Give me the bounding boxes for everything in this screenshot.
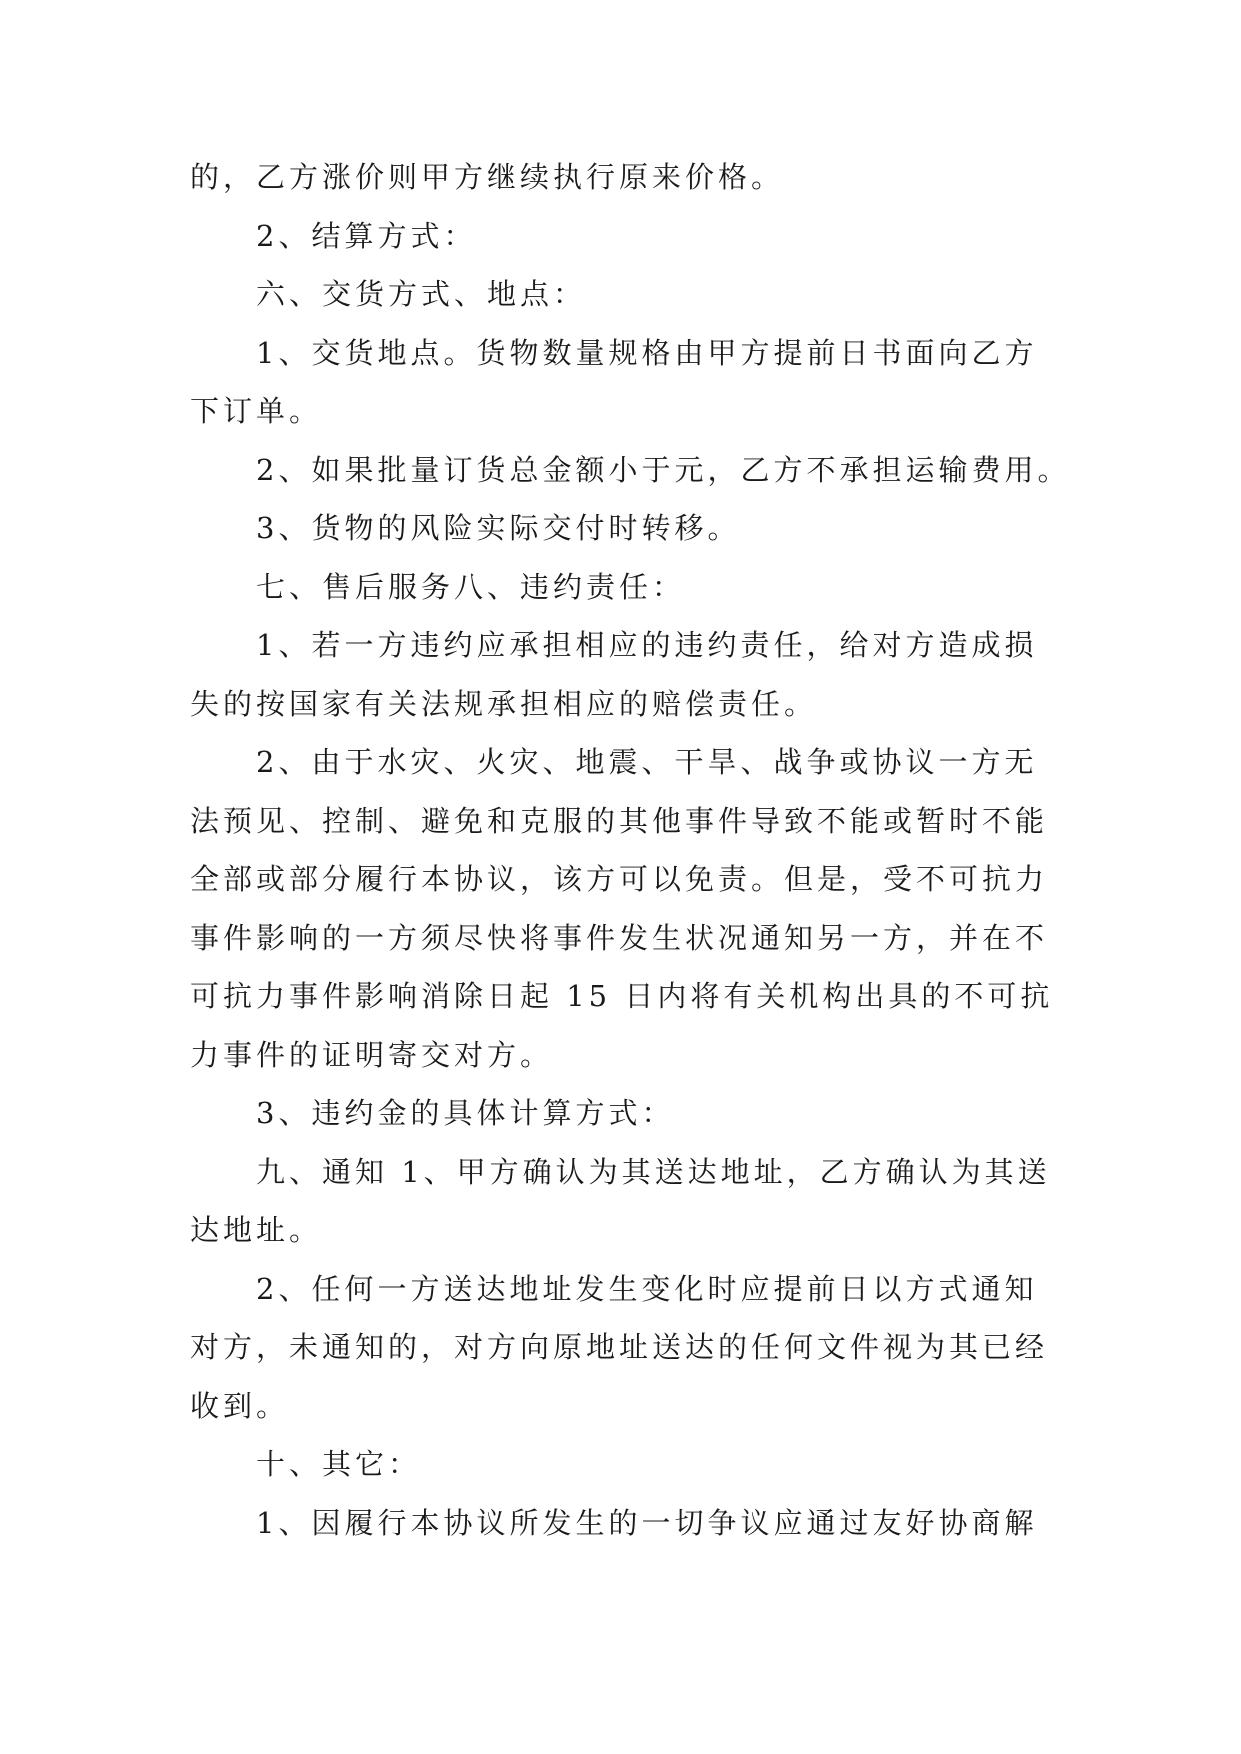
paragraph-line: 的，乙方涨价则甲方继续执行原来价格。	[190, 160, 785, 194]
paragraph-line: 3、违约金的具体计算方式：	[256, 1096, 675, 1130]
paragraph-line: 事件影响的一方须尽快将事件发生状况通知另一方，并在不	[190, 920, 1049, 955]
paragraph-line: 2、如果批量订货总金额小于元，乙方不承担运输费用。	[256, 452, 1071, 487]
paragraph-line: 九、通知 1、甲方确认为其送达地址，乙方确认为其送	[256, 1154, 1051, 1189]
paragraph-line: 达地址。	[190, 1213, 323, 1247]
paragraph-line: 全部或部分履行本协议，该方可以免责。但是，受不可抗力	[190, 862, 1049, 896]
paragraph-line: 下订单。	[190, 394, 323, 428]
paragraph-line: 1、若一方违约应承担相应的违约责任，给对方造成损	[256, 628, 1038, 662]
paragraph-line: 失的按国家有关法规承担相应的赔偿责任。	[190, 686, 818, 721]
paragraph-line: 对方，未通知的，对方向原地址送达的任何文件视为其已经	[190, 1330, 1049, 1364]
document-body	[190, 148, 1071, 1552]
paragraph-line: 1、交货地点。货物数量规格由甲方提前日书面向乙方	[256, 335, 1038, 370]
paragraph-line: 2、任何一方送达地址发生变化时应提前日以方式通知	[256, 1271, 1038, 1306]
paragraph-line: 2、由于水灾、火灾、地震、干旱、战争或协议一方无	[256, 745, 1038, 779]
paragraph-line: 收到。	[190, 1388, 290, 1423]
paragraph-line: 力事件的证明寄交对方。	[190, 1037, 554, 1072]
paragraph-line: 法预见、控制、避免和克服的其他事件导致不能或暂时不能	[190, 803, 1049, 838]
paragraph-line: 十、其它：	[256, 1447, 422, 1481]
paragraph-line: 2、结算方式：	[256, 218, 477, 253]
paragraph-line: 七、售后服务八、违约责任：	[256, 569, 686, 604]
paragraph-line: 可抗力事件影响消除日起 15 日内将有关机构出具的不可抗	[190, 979, 1054, 1013]
paragraph-line: 1、因履行本协议所发生的一切争议应通过友好协商解	[256, 1505, 1038, 1540]
paragraph-line: 3、货物的风险实际交付时转移。	[256, 511, 741, 545]
paragraph-line: 六、交货方式、地点：	[256, 277, 587, 311]
